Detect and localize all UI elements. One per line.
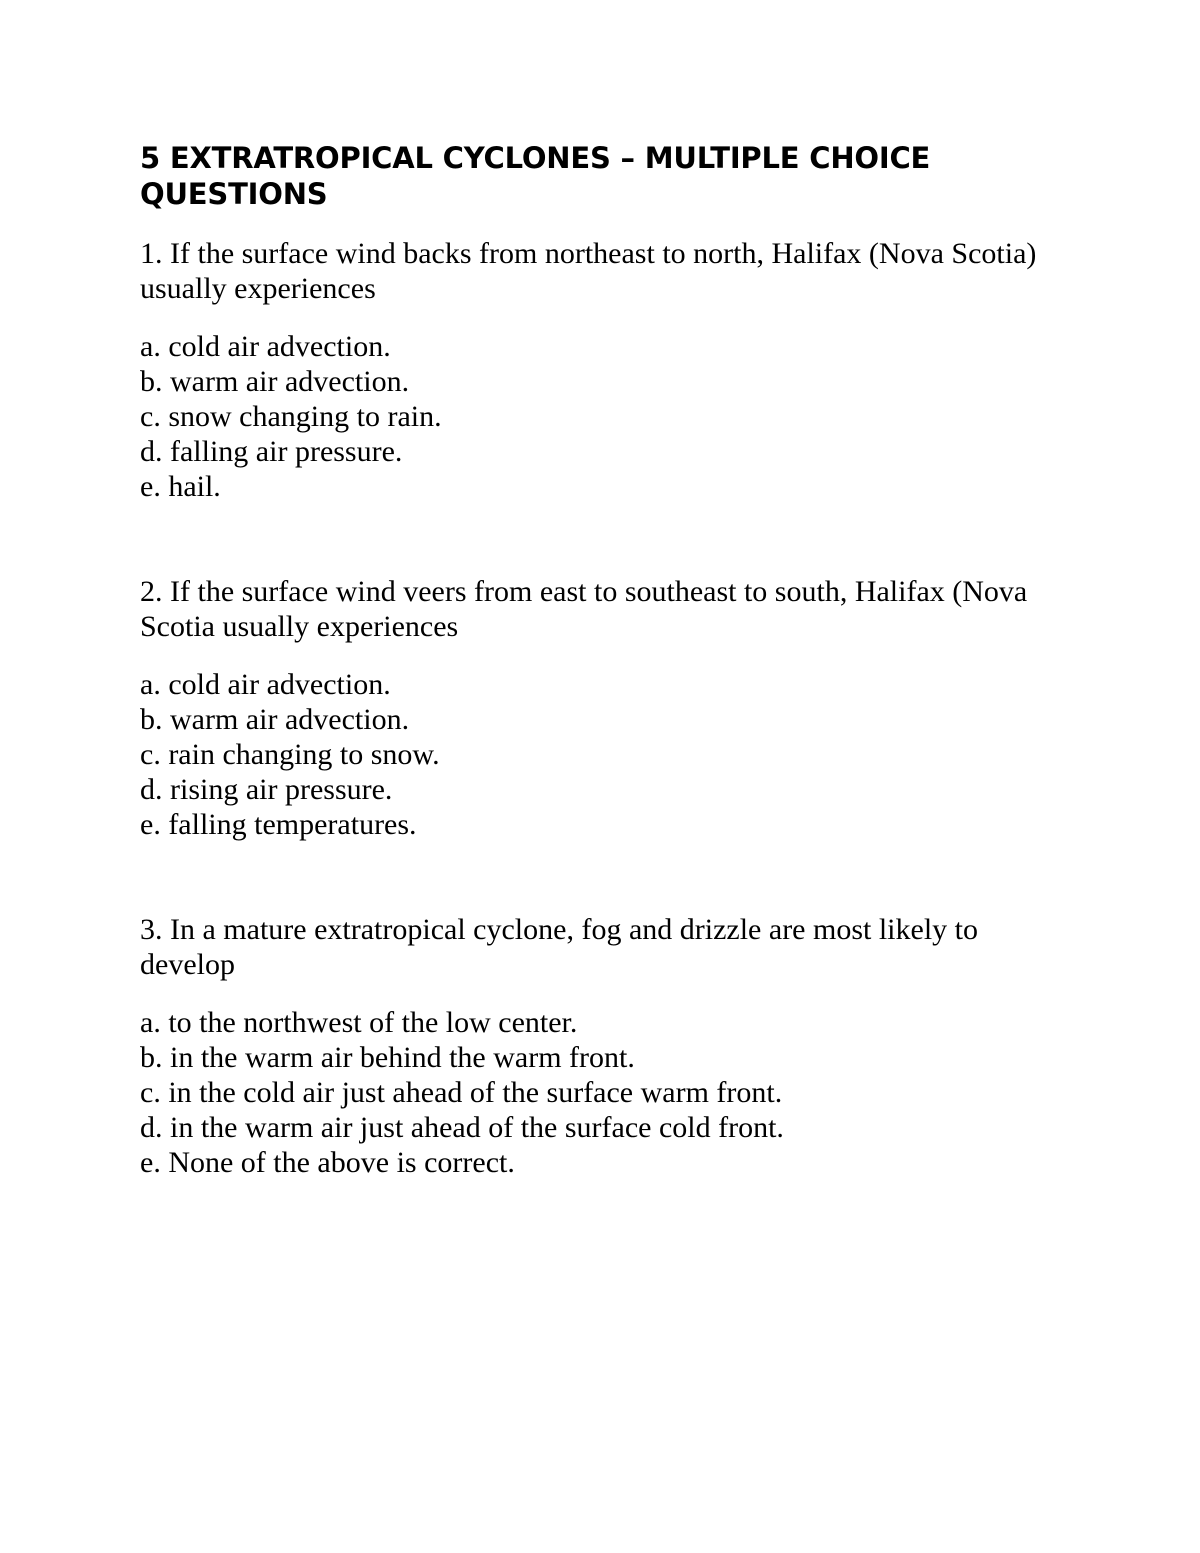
document-content <box>140 140 1040 1180</box>
question-text: 3. In a mature extratropical cyclone, fog and drizzle are most likely to develop <box>140 913 978 981</box>
page-title: 5 EXTRATROPICAL CYCLONES – MULTIPLE CHOICE QUESTIONS <box>140 141 931 211</box>
answer-option-e: e. None of the above is correct. <box>140 1146 515 1179</box>
answer-option-a: a. cold air advection. <box>140 668 391 701</box>
answer-options <box>140 1005 1040 1180</box>
answer-option-d: d. rising air pressure. <box>140 773 393 806</box>
answer-option-b: b. warm air advection. <box>140 365 410 398</box>
answer-option-c: c. rain changing to snow. <box>140 738 440 771</box>
answer-option-b: b. warm air advection. <box>140 703 410 736</box>
question-2 <box>140 574 1040 842</box>
question-text: 2. If the surface wind veers from east to southeast to south, Halifax (Nova Scotia usually experiences <box>140 575 1028 643</box>
answer-options <box>140 329 1040 504</box>
answer-option-d: d. in the warm air just ahead of the surface cold front. <box>140 1111 784 1144</box>
question-3 <box>140 912 1040 1180</box>
answer-option-e: e. hail. <box>140 470 221 503</box>
answer-option-a: a. cold air advection. <box>140 330 391 363</box>
answer-options <box>140 667 1040 842</box>
answer-option-c: c. in the cold air just ahead of the surface warm front. <box>140 1076 783 1109</box>
answer-option-d: d. falling air pressure. <box>140 435 403 468</box>
answer-option-e: e. falling temperatures. <box>140 808 417 841</box>
answer-option-a: a. to the northwest of the low center. <box>140 1006 578 1039</box>
question-1 <box>140 236 1040 504</box>
answer-option-c: c. snow changing to rain. <box>140 400 442 433</box>
question-text: 1. If the surface wind backs from northeast to north, Halifax (Nova Scotia) usually experiences <box>140 237 1037 305</box>
answer-option-b: b. in the warm air behind the warm front. <box>140 1041 635 1074</box>
